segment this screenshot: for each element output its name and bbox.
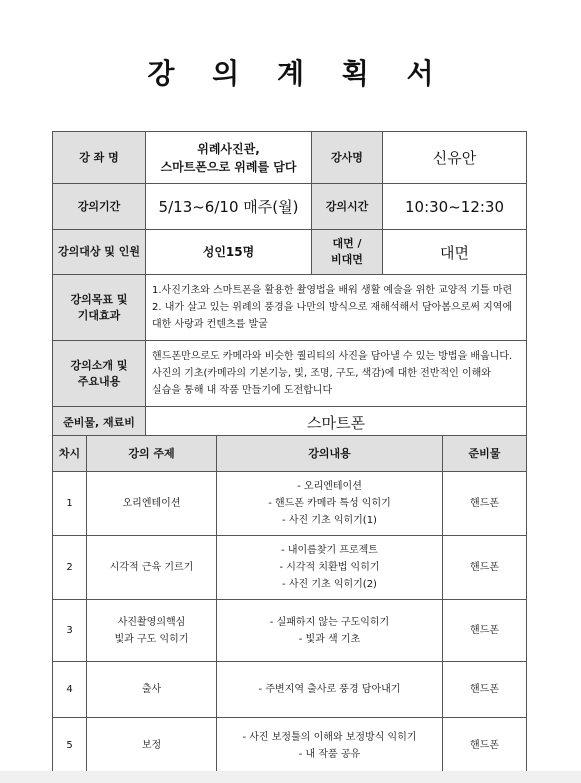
session-topic (87, 600, 217, 662)
table-row (53, 472, 527, 536)
session-content (217, 662, 443, 718)
table-row (53, 662, 527, 718)
course-name-label: 강 좌 명 (53, 132, 146, 184)
course-info-table (52, 131, 527, 439)
session-prep: 핸드폰 (443, 536, 527, 600)
session-number: 5 (53, 718, 87, 774)
target-label: 강의대상 및 인원 (53, 230, 146, 275)
target-value: 성인15명 (146, 230, 312, 275)
course-name-value (146, 132, 312, 184)
schedule-header-topic: 강의 주제 (87, 436, 217, 472)
goal-line: 대한 사랑과 컨텐츠를 발굴 (152, 319, 268, 330)
content-line: - 내이름찾기 프로젝트 (281, 545, 378, 556)
topic-line: 빛과 구도 익히기 (114, 633, 189, 645)
topic-line: 오리엔테이션 (122, 498, 181, 509)
session-prep: 핸드폰 (443, 472, 527, 536)
content-line: - 사진 보정툴의 이해와 보정방식 익히기 (242, 731, 417, 743)
goal-label-line: 기대효과 (77, 308, 121, 322)
table-row (53, 718, 527, 774)
schedule-header-prep: 준비물 (443, 436, 527, 472)
time-label: 강의시간 (312, 184, 383, 230)
schedule-table (52, 435, 527, 774)
content-line: - 핸드폰 카메라 특성 익히기 (268, 498, 391, 509)
intro-label-line: 강의소개 및 (70, 358, 128, 372)
content-line: - 사진 기초 익히기(2) (282, 579, 377, 590)
mode-value: 대면 (383, 230, 527, 275)
time-value: 10:30~12:30 (383, 184, 527, 230)
intro-line: 핸드폰만으로도 카메라와 비슷한 퀄리티의 사진을 담아낼 수 있는 방법을 배웁니다. (152, 351, 513, 362)
content-line: - 오리엔테이션 (297, 481, 362, 492)
topic-line: 보정 (141, 740, 162, 751)
content-line: - 사진 기초 익히기(1) (282, 515, 377, 526)
content-line: - 실패하지 않는 구도익히기 (269, 616, 390, 628)
session-content (217, 472, 443, 536)
content-line: - 내 작품 공유 (298, 748, 361, 760)
mode-label-line: 비대면 (331, 253, 363, 266)
goal-line: 2. 내가 살고 있는 위례의 풍경을 나만의 방식으로 재해석해서 담아봄으로써 지역에 (152, 302, 513, 313)
schedule-header-session: 차시 (53, 436, 87, 472)
session-content (217, 600, 443, 662)
intro-label-line: 주요내용 (77, 374, 121, 388)
intro-label (53, 341, 146, 407)
period-label: 강의기간 (53, 184, 146, 230)
session-topic (87, 662, 217, 718)
topic-line: 출사 (141, 684, 162, 695)
session-prep: 핸드폰 (443, 662, 527, 718)
goal-text (146, 275, 527, 341)
goal-label (53, 275, 146, 341)
table-row (53, 600, 527, 662)
schedule-header-content: 강의내용 (217, 436, 443, 472)
mode-label-line: 대면 / (332, 237, 362, 250)
session-number: 3 (53, 600, 87, 662)
session-topic (87, 472, 217, 536)
materials-value: 스마트폰 (146, 407, 527, 439)
page-bottom-band (0, 771, 581, 783)
topic-line: 사진촬영의핵심 (117, 616, 186, 628)
course-name-line: 위례사진관, (197, 141, 260, 156)
page-title: 강 의 계 획 서 (147, 57, 448, 90)
session-number: 2 (53, 536, 87, 600)
content-line: - 주변지역 출사로 풍경 담아내기 (258, 684, 401, 695)
content-line: - 시각적 치환법 익히기 (279, 562, 380, 573)
period-value: 5/13~6/10 매주(월) (146, 184, 312, 230)
course-name-line: 스마트폰으로 위례를 담다 (160, 159, 297, 174)
intro-line: 실습을 통해 내 작품 만들기에 도전합니다 (152, 385, 333, 396)
mode-label (312, 230, 383, 275)
intro-text (146, 341, 527, 407)
session-prep: 핸드폰 (443, 718, 527, 774)
session-content (217, 718, 443, 774)
topic-line: 시각적 근육 기르기 (109, 562, 194, 573)
session-topic (87, 536, 217, 600)
goal-line: 1.사진기초와 스마트폰을 활용한 촬영법을 배워 생활 예술을 위한 교양적 기틀 마련 (152, 285, 513, 296)
session-content (217, 536, 443, 600)
materials-label: 준비물, 재료비 (53, 407, 146, 439)
content-line: - 빛과 색 기초 (298, 633, 361, 645)
table-row (53, 536, 527, 600)
session-number: 1 (53, 472, 87, 536)
goal-label-line: 강의목표 및 (70, 292, 128, 306)
session-number: 4 (53, 662, 87, 718)
session-topic (87, 718, 217, 774)
session-prep: 핸드폰 (443, 600, 527, 662)
instructor-value: 신유안 (383, 132, 527, 184)
instructor-label: 강사명 (312, 132, 383, 184)
intro-line: 사진의 기초(카메라의 기본기능, 빛, 조명, 구도, 색감)에 대한 전반적인 이해와 (152, 368, 491, 379)
